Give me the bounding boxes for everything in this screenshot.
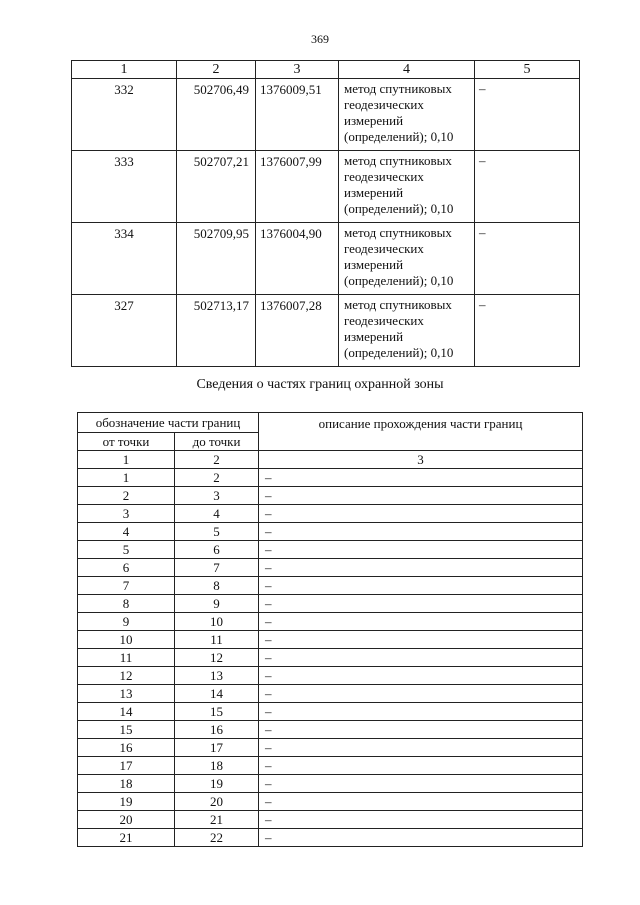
method-cell: метод спутниковых геодезических измерений (определений); 0,10 — [339, 295, 475, 367]
to-point-cell: 6 — [175, 541, 259, 559]
description-cell: – — [259, 469, 583, 487]
header-to-point: до точки — [175, 433, 259, 451]
from-point-cell: 17 — [78, 757, 175, 775]
header-boundary-description: описание прохождения части границ — [259, 413, 583, 451]
from-point-cell: 14 — [78, 703, 175, 721]
coordinates-header-row — [72, 61, 580, 79]
table-row — [78, 577, 583, 595]
x-coordinate-cell: 502707,21 — [177, 151, 256, 223]
description-cell: – — [259, 559, 583, 577]
to-point-cell: 21 — [175, 811, 259, 829]
description-cell: – — [259, 613, 583, 631]
page-number: 369 — [311, 32, 329, 46]
to-point-cell: 4 — [175, 505, 259, 523]
point-number-cell: 333 — [72, 151, 177, 223]
column-index-row — [78, 451, 583, 469]
column-index: 2 — [175, 451, 259, 469]
section-title: Сведения о частях границ охранной зоны — [196, 377, 444, 392]
to-point-cell: 8 — [175, 577, 259, 595]
from-point-cell: 20 — [78, 811, 175, 829]
to-point-cell: 14 — [175, 685, 259, 703]
to-point-cell: 19 — [175, 775, 259, 793]
description-cell: – — [259, 793, 583, 811]
table-row — [78, 523, 583, 541]
note-cell: – — [475, 151, 580, 223]
table-row — [78, 505, 583, 523]
description-cell: – — [259, 577, 583, 595]
coordinates-table — [71, 60, 580, 367]
y-coordinate-cell: 1376007,99 — [256, 151, 339, 223]
boundary-parts-table — [77, 412, 583, 847]
from-point-cell: 21 — [78, 829, 175, 847]
point-number-cell: 327 — [72, 295, 177, 367]
table-row — [78, 541, 583, 559]
y-coordinate-cell: 1376009,51 — [256, 79, 339, 151]
from-point-cell: 10 — [78, 631, 175, 649]
table-row — [78, 811, 583, 829]
from-point-cell: 7 — [78, 577, 175, 595]
to-point-cell: 7 — [175, 559, 259, 577]
table-row — [78, 757, 583, 775]
description-cell: – — [259, 703, 583, 721]
description-cell: – — [259, 811, 583, 829]
to-point-cell: 9 — [175, 595, 259, 613]
from-point-cell: 19 — [78, 793, 175, 811]
table-row — [78, 595, 583, 613]
description-cell: – — [259, 775, 583, 793]
to-point-cell: 20 — [175, 793, 259, 811]
table-row — [78, 613, 583, 631]
y-coordinate-cell: 1376004,90 — [256, 223, 339, 295]
from-point-cell: 3 — [78, 505, 175, 523]
description-cell: – — [259, 829, 583, 847]
table-row — [78, 469, 583, 487]
to-point-cell: 16 — [175, 721, 259, 739]
x-coordinate-cell: 502706,49 — [177, 79, 256, 151]
description-cell: – — [259, 721, 583, 739]
point-number-cell: 332 — [72, 79, 177, 151]
table-row — [78, 631, 583, 649]
description-cell: – — [259, 523, 583, 541]
table-row — [78, 667, 583, 685]
method-cell: метод спутниковых геодезических измерений (определений); 0,10 — [339, 151, 475, 223]
to-point-cell: 17 — [175, 739, 259, 757]
to-point-cell: 18 — [175, 757, 259, 775]
description-cell: – — [259, 595, 583, 613]
column-index: 1 — [78, 451, 175, 469]
column-header: 2 — [177, 61, 256, 79]
column-header: 1 — [72, 61, 177, 79]
to-point-cell: 11 — [175, 631, 259, 649]
description-cell: – — [259, 685, 583, 703]
description-cell: – — [259, 649, 583, 667]
column-header: 5 — [475, 61, 580, 79]
from-point-cell: 16 — [78, 739, 175, 757]
table-row — [78, 685, 583, 703]
y-coordinate-cell: 1376007,28 — [256, 295, 339, 367]
header-boundary-part-designation: обозначение части границ — [78, 413, 259, 433]
from-point-cell: 4 — [78, 523, 175, 541]
description-cell: – — [259, 631, 583, 649]
x-coordinate-cell: 502709,95 — [177, 223, 256, 295]
table-row — [78, 775, 583, 793]
table-row — [72, 295, 580, 367]
to-point-cell: 5 — [175, 523, 259, 541]
from-point-cell: 6 — [78, 559, 175, 577]
method-cell: метод спутниковых геодезических измерений (определений); 0,10 — [339, 223, 475, 295]
to-point-cell: 15 — [175, 703, 259, 721]
table-row — [72, 79, 580, 151]
method-cell: метод спутниковых геодезических измерений (определений); 0,10 — [339, 79, 475, 151]
from-point-cell: 1 — [78, 469, 175, 487]
from-point-cell: 13 — [78, 685, 175, 703]
table-row — [78, 739, 583, 757]
table-row — [78, 721, 583, 739]
to-point-cell: 10 — [175, 613, 259, 631]
from-point-cell: 8 — [78, 595, 175, 613]
note-cell: – — [475, 295, 580, 367]
table-row — [78, 829, 583, 847]
to-point-cell: 12 — [175, 649, 259, 667]
from-point-cell: 11 — [78, 649, 175, 667]
header-from-point: от точки — [78, 433, 175, 451]
note-cell: – — [475, 223, 580, 295]
x-coordinate-cell: 502713,17 — [177, 295, 256, 367]
to-point-cell: 2 — [175, 469, 259, 487]
table-row — [78, 703, 583, 721]
description-cell: – — [259, 667, 583, 685]
from-point-cell: 5 — [78, 541, 175, 559]
point-number-cell: 334 — [72, 223, 177, 295]
table-row — [78, 793, 583, 811]
column-header: 4 — [339, 61, 475, 79]
description-cell: – — [259, 739, 583, 757]
table-row — [78, 487, 583, 505]
from-point-cell: 12 — [78, 667, 175, 685]
description-cell: – — [259, 505, 583, 523]
column-header: 3 — [256, 61, 339, 79]
table-row — [72, 151, 580, 223]
from-point-cell: 9 — [78, 613, 175, 631]
table-row — [78, 649, 583, 667]
to-point-cell: 13 — [175, 667, 259, 685]
note-cell: – — [475, 79, 580, 151]
description-cell: – — [259, 757, 583, 775]
description-cell: – — [259, 487, 583, 505]
description-cell: – — [259, 541, 583, 559]
to-point-cell: 22 — [175, 829, 259, 847]
to-point-cell: 3 — [175, 487, 259, 505]
from-point-cell: 15 — [78, 721, 175, 739]
table-row — [78, 559, 583, 577]
table-row — [72, 223, 580, 295]
from-point-cell: 18 — [78, 775, 175, 793]
from-point-cell: 2 — [78, 487, 175, 505]
column-index: 3 — [259, 451, 583, 469]
